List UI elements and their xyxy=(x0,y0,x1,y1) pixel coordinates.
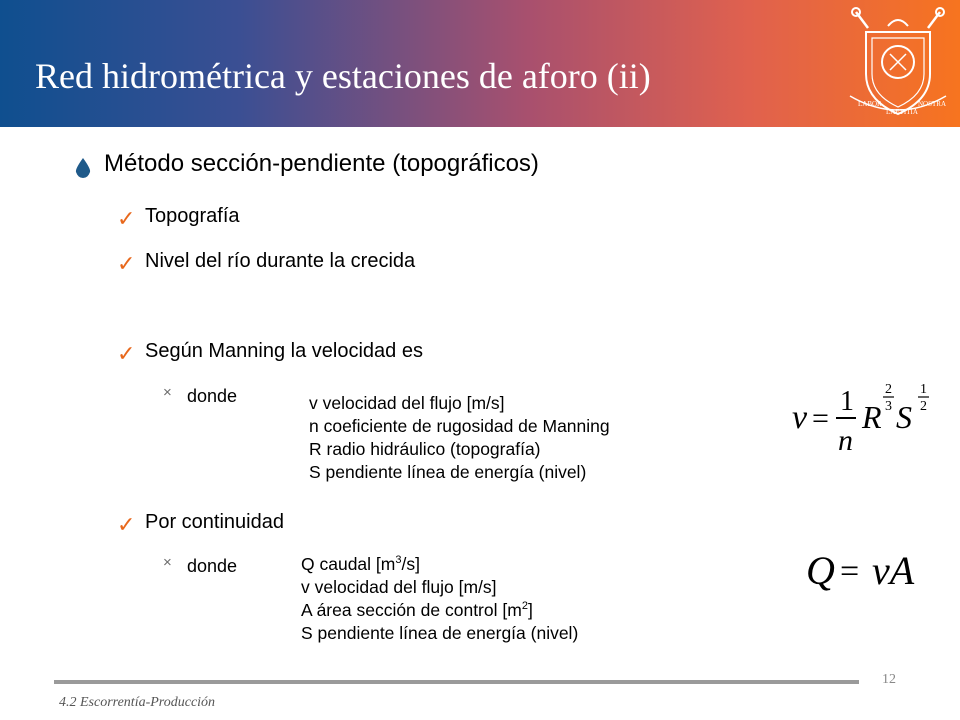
manning-formula xyxy=(790,378,940,458)
continuity-definitions xyxy=(301,553,578,645)
manning-definitions xyxy=(309,392,610,484)
definition-line: S pendiente línea de energía (nivel) xyxy=(301,623,579,643)
continuity-formula xyxy=(804,540,934,600)
formula-denominator: n xyxy=(838,424,853,457)
crest-motto-1: LABOR xyxy=(858,100,882,108)
formula-vA: vA xyxy=(872,548,915,593)
check-icon: ✓ xyxy=(117,341,136,366)
footer-divider xyxy=(54,680,859,684)
r-exp-num: 2 xyxy=(885,382,892,397)
s-exp-num: 1 xyxy=(920,382,927,397)
definition-line: v velocidad del flujo [m/s] xyxy=(301,577,497,597)
formula-equals: = xyxy=(812,402,829,435)
x-bullet-icon: × xyxy=(163,384,172,401)
slide-title: Red hidrométrica y estaciones de aforo (ii) xyxy=(35,56,651,96)
sub-item-text: Topografía xyxy=(145,205,240,227)
definition-line: R radio hidráulico (topografía) xyxy=(309,439,541,459)
definition-line: A área sección de control $[m^2]$ xyxy=(301,600,533,620)
where-label: donde xyxy=(187,556,238,576)
main-bullet-text: Método sección-pendiente (topográficos) xyxy=(104,150,539,177)
definition-line: S pendiente línea de energía (nivel) xyxy=(309,462,587,482)
title-banner xyxy=(0,0,960,127)
x-bullet-icon: × xyxy=(163,554,172,571)
definition-line: Q caudal $[m^3/s]$ xyxy=(301,554,420,574)
page-number: 12 xyxy=(882,672,896,687)
formula-Q: Q xyxy=(806,548,835,593)
crest-motto-2: LAETITIA xyxy=(886,108,918,116)
check-icon: ✓ xyxy=(117,206,136,231)
formula-R: R xyxy=(862,399,882,435)
check-icon: ✓ xyxy=(117,512,136,537)
r-exp-den: 3 xyxy=(885,399,892,414)
check-icon: ✓ xyxy=(117,251,136,276)
university-crest-icon xyxy=(848,2,948,124)
formula-v: v xyxy=(792,399,808,436)
footer-section-label: 4.2 Escorrentía-Producción xyxy=(59,695,216,710)
crest-motto-3: NOSTRA xyxy=(918,100,947,108)
sub-item-text: Por continuidad xyxy=(145,511,284,533)
sub-item-text: Según Manning la velocidad es xyxy=(145,340,423,362)
sub-item-text: Nivel del río durante la crecida xyxy=(145,250,416,272)
definition-line: n coeficiente de rugosidad de Manning xyxy=(309,416,610,436)
formula-S: S xyxy=(896,399,912,435)
formula-numerator: 1 xyxy=(840,386,854,417)
definition-line: v velocidad del flujo [m/s] xyxy=(309,393,505,413)
drop-bullet-icon xyxy=(74,157,92,179)
s-exp-den: 2 xyxy=(920,399,927,414)
where-label: donde xyxy=(187,386,238,406)
formula-equals: = xyxy=(840,553,860,590)
